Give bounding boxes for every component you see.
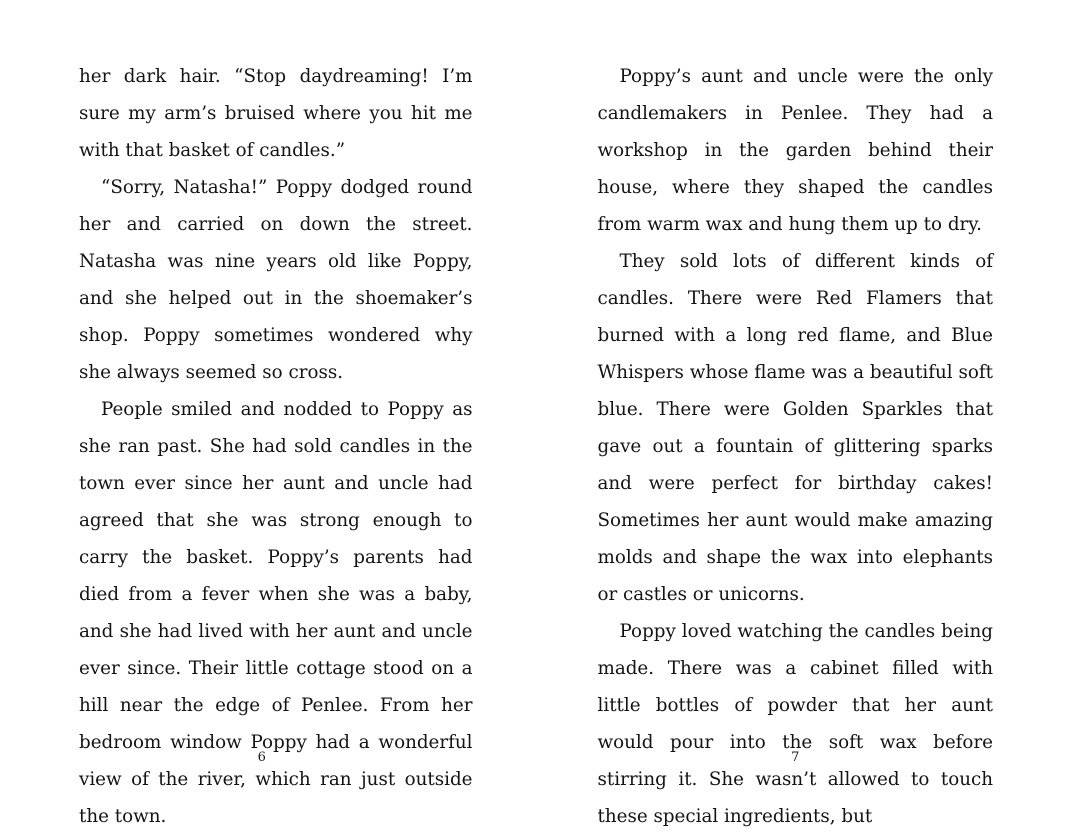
paragraph: Poppy’s aunt and uncle were the only candlemakers in Penlee. They had a workshop in the garden behind their house, where they shaped the candles from warm wax and hung them up to dry. [598,58,994,243]
page-number: 6 [0,751,538,764]
paragraph: Poppy loved watching the candles being made. There was a cabinet filled with little bottles of powder that her aunt would pour into the soft wax before stirring it. She wasn’t allowed to touch these special ingredients, but [598,613,994,835]
paragraph: People smiled and nodded to Poppy as she ran past. She had sold candles in the town ever since her aunt and uncle had agreed that she was strong enough to carry the basket. Poppy’s parents had died from a fever when she was a baby, and she had lived with her aunt and uncle ever since. Their little cottage stood on a hill near the edge of Penlee. From her bedroom window Poppy had a wonderful view of the river, which ran just outside the town. [79,391,473,835]
page-number: 7 [538,751,1075,764]
right-page [538,0,1075,800]
right-page-text [598,58,994,835]
paragraph: “Sorry, Natasha!” Poppy dodged round her and carried on down the street. Natasha was nine years old like Poppy, and she helped out in the shoemaker’s shop. Poppy sometimes wondered why she always seemed so cross. [79,169,473,391]
paragraph: They sold lots of different kinds of candles. There were Red Flamers that burned with a long red flame, and Blue Whispers whose flame was a beautiful soft blue. There were Golden Sparkles that gave out a fountain of glittering sparks and were perfect for birthday cakes! Sometimes her aunt would make amazing molds and shape the wax into elephants or castles or unicorns. [598,243,994,613]
left-page [0,0,538,800]
paragraph: her dark hair. “Stop daydreaming! I’m sure my arm’s bruised where you hit me with that basket of candles.” [79,58,473,169]
left-page-text [79,58,473,835]
